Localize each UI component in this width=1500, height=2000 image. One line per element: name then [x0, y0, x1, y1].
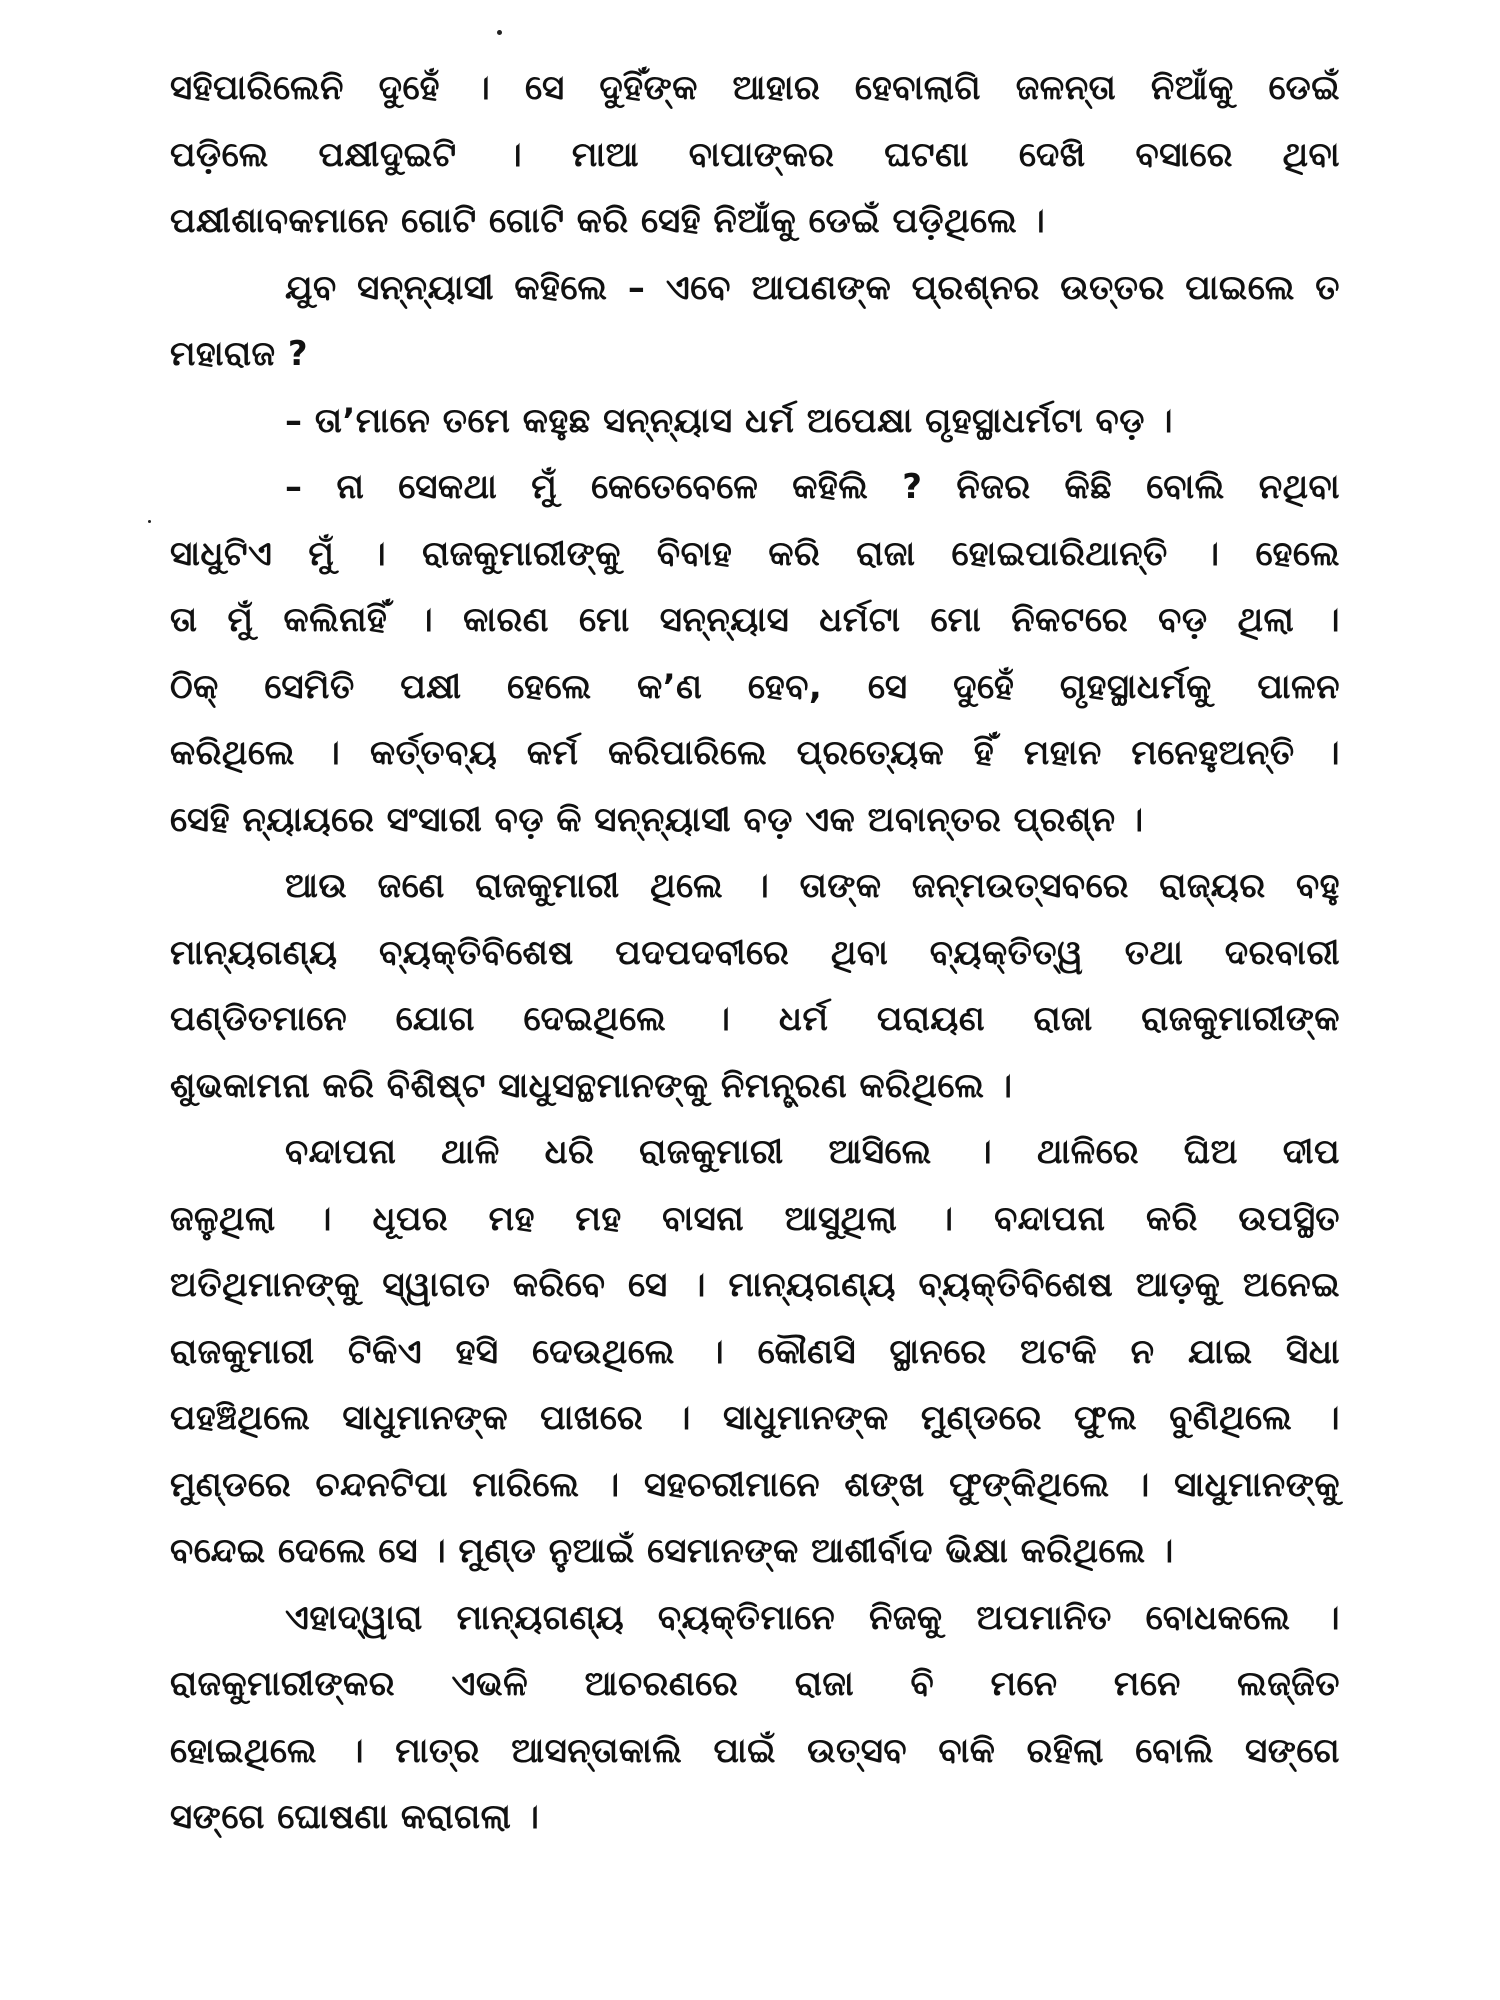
print-speck — [497, 30, 502, 35]
text-line: ଠିକ୍ ସେମିତି ପକ୍ଷୀ ହେଲେ କ’ଣ ହେବ, ସେ ଦୁହେଁ ଗୃହସ୍ଥାଧର୍ମକୁ ପାଳନ — [170, 666, 1340, 707]
text-line: ମୁଣ୍ଡରେ ଚନ୍ଦନଟିପା ମାରିଲେ । ସହଚରୀମାନେ ଶଙ୍ଖ ଫୁଙ୍କିଥିଲେ । ସାଧୁମାନଙ୍କୁ — [170, 1464, 1340, 1505]
body-text — [170, 55, 1340, 1851]
text-line: ରାଜକୁମାରୀ ଟିକିଏ ହସି ଦେଉଥିଲେ । କୌଣସି ସ୍ଥାନରେ ଅଟକି ନ ଯାଇ ସିଧା — [170, 1331, 1340, 1372]
paragraph-start-line: – ନା ସେକଥା ମୁଁ କେତେବେଳେ କହିଲି ? ନିଜର କିଛି ବୋଲି ନଥିବା — [285, 467, 1340, 507]
text-line: ରାଜକୁମାରୀଙ୍କର ଏଭଳି ଆଚରଣରେ ରାଜା ବି ମନେ ମନେ ଲଜ୍ଜିତ — [170, 1664, 1340, 1704]
text-line: ମାନ୍ୟଗଣ୍ୟ ବ୍ୟକ୍ତିବିଶେଷ ପଦପଦବୀରେ ଥିବା ବ୍ୟକ୍ତିତ୍ୱ ତଥା ଦରବାରୀ — [170, 932, 1340, 973]
paragraph-start-line: ବନ୍ଦାପନା ଥାଳି ଧରି ରାଜକୁମାରୀ ଆସିଲେ । ଥାଳିରେ ଘିଅ ଦୀପ — [285, 1132, 1340, 1172]
print-speck — [148, 520, 151, 523]
text-line: ସଙ୍ଗେ ଘୋଷଣା କରାଗଲା । — [170, 1797, 540, 1837]
text-line: ପଡ଼ିଲେ ପକ୍ଷୀଦୁଇଟି । ମାଆ ବାପାଙ୍କର ଘଟଣା ଦେଖି ବସାରେ ଥିବା — [170, 134, 1340, 175]
paragraph-start-line: ଯୁବ ସନ୍ନ୍ୟାସୀ କହିଲେ – ଏବେ ଆପଣଙ୍କ ପ୍ରଶ୍ନର ଉତ୍ତର ପାଇଲେ ତ — [285, 267, 1340, 308]
text-line: ମହାରାଜ ? — [170, 334, 309, 374]
text-line: ପହଞ୍ଚିଥିଲେ ସାଧୁମାନଙ୍କ ପାଖରେ । ସାଧୁମାନଙ୍କ ମୁଣ୍ଡରେ ଫୁଲ ବୁଣିଥିଲେ । — [170, 1398, 1340, 1438]
text-line: ପଣ୍ଡିତମାନେ ଯୋଗ ଦେଇଥିଲେ । ଧର୍ମ ପରାୟଣ ରାଜା ରାଜକୁମାରୀଙ୍କ — [170, 999, 1340, 1039]
text-line: ହୋଇଥିଲେ । ମାତ୍ର ଆସନ୍ତାକାଲି ପାଇଁ ଉତ୍ସବ ବାକି ରହିଲା ବୋଲି ସଙ୍ଗେ — [170, 1730, 1340, 1771]
text-line: କରିଥିଲେ । କର୍ତ୍ତବ୍ୟ କର୍ମ କରିପାରିଲେ ପ୍ରତ୍ୟେକ ହିଁ ମହାନ ମନେହୁଅନ୍ତି । — [170, 733, 1340, 773]
text-line: ସହିପାରିଲେନି ଦୁହେଁ । ସେ ଦୁହିଁଙ୍କ ଆହାର ହେବାଲାଗି ଜଳନ୍ତା ନିଆଁକୁ ଡେଇଁ — [170, 68, 1340, 108]
text-line: ବନ୍ଦେଇ ଦେଲେ ସେ । ମୁଣ୍ଡ ନୁଆଇଁ ସେମାନଙ୍କ ଆଶୀର୍ବାଦ ଭିକ୍ଷା କରିଥିଲେ । — [170, 1531, 1174, 1571]
text-line: ଅତିଥିମାନଙ୍କୁ ସ୍ୱାଗତ କରିବେ ସେ । ମାନ୍ୟଗଣ୍ୟ ବ୍ୟକ୍ତିବିଶେଷ ଆଡ଼କୁ ଅନେଇ — [170, 1265, 1340, 1305]
paragraph-start-line: – ତା’ମାନେ ତମେ କହୁଛ ସନ୍ନ୍ୟାସ ଧର୍ମ ଅପେକ୍ଷା ଗୃହସ୍ଥାଧର୍ମଟା ବଡ଼ । — [285, 400, 1174, 441]
text-line: ପକ୍ଷୀଶାବକମାନେ ଗୋଟି ଗୋଟି କରି ସେହି ନିଆଁକୁ ଡେଇଁ ପଡ଼ିଥିଲେ । — [170, 201, 1046, 241]
paragraph-start-line: ଏହାଦ୍ୱାରା ମାନ୍ୟଗଣ୍ୟ ବ୍ୟକ୍ତିମାନେ ନିଜକୁ ଅପମାନିତ ବୋଧକଲେ । — [285, 1597, 1340, 1638]
text-line: ତା ମୁଁ କଲିନାହିଁ । କାରଣ ମୋ ସନ୍ନ୍ୟାସ ଧର୍ମଟା ମୋ ନିକଟରେ ବଡ଼ ଥିଲା । — [170, 600, 1340, 640]
paragraph-start-line: ଆଉ ଜଣେ ରାଜକୁମାରୀ ଥିଲେ । ତାଙ୍କ ଜନ୍ମଉତ୍ସବରେ ରାଜ୍ୟର ବହୁ — [285, 866, 1340, 906]
text-line: ଶୁଭକାମନା କରି ବିଶିଷ୍ଟ ସାଧୁସନ୍ଥମାନଙ୍କୁ ନିମନ୍ତ୍ରଣ କରିଥିଲେ । — [170, 1065, 1013, 1106]
text-line: ସେହି ନ୍ୟାୟରେ ସଂସାରୀ ବଡ଼ କି ସନ୍ନ୍ୟାସୀ ବଡ଼ ଏକ ଅବାନ୍ତର ପ୍ରଶ୍ନ । — [170, 799, 1144, 840]
text-line: ସାଧୁଟିଏ ମୁଁ । ରାଜକୁମାରୀଙ୍କୁ ବିବାହ କରି ରାଜା ହୋଇପାରିଥାନ୍ତି । ହେଲେ — [170, 533, 1340, 574]
text-line: ଜଳୁଥିଲା । ଧୂପର ମହ ମହ ବାସନା ଆସୁଥିଲା । ବନ୍ଦାପନା କରି ଉପସ୍ଥିତ — [170, 1198, 1340, 1239]
